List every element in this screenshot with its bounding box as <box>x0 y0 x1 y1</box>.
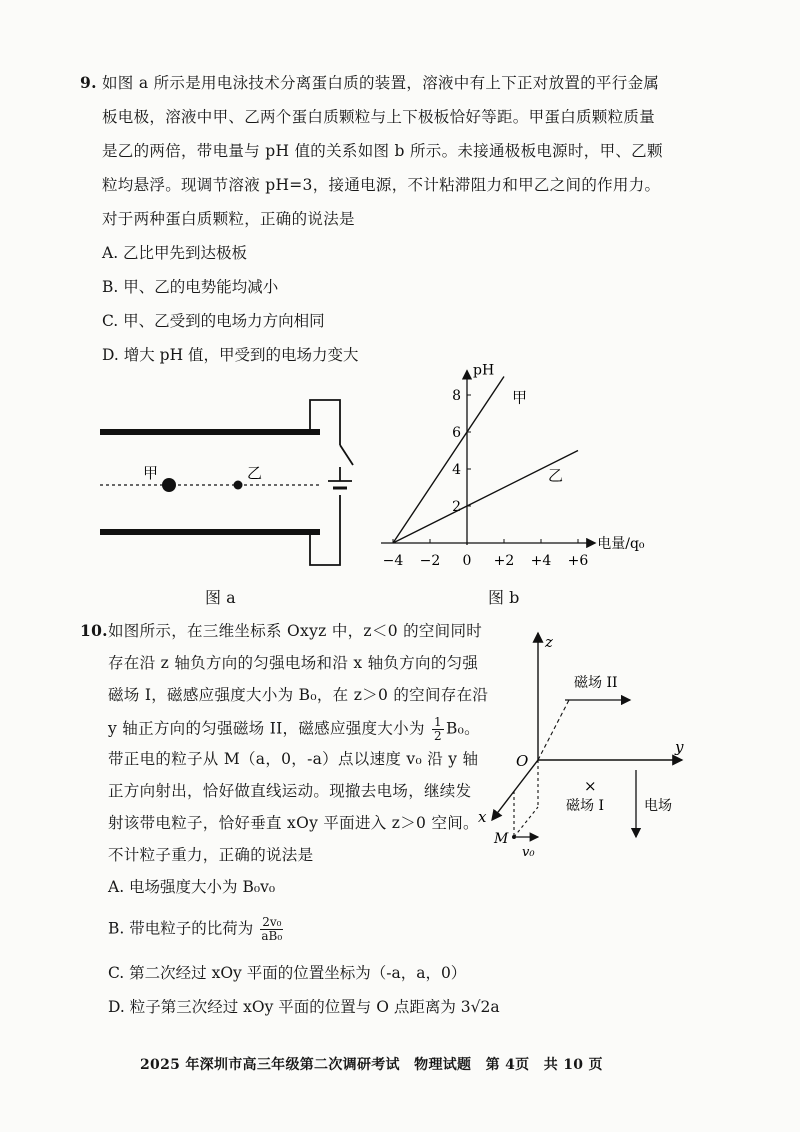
q10-line-7: 射该带电粒子，恰好垂直 xOy 平面进入 z＞0 空间。 <box>108 814 479 832</box>
page-footer: 2025 年深圳市高三年级第二次调研考试 物理试题 第 4页 共 10 页 <box>140 1057 603 1073</box>
v0-label: v₀ <box>522 845 535 860</box>
switch-blade <box>340 445 353 465</box>
y-tick-label: 8 <box>452 388 461 404</box>
series-line-yi <box>393 451 578 544</box>
q10-option-c: C. 第二次经过 xOy 平面的位置坐标为（-a，a，0） <box>108 964 467 982</box>
q10-number: 10. <box>80 621 108 640</box>
q9-number: 9. <box>80 73 97 92</box>
x-tick-label: +4 <box>530 553 552 569</box>
x-label: x <box>478 808 487 826</box>
q9-option-b: B. 甲、乙的电势能均减小 <box>102 278 279 296</box>
m-label: M <box>494 831 509 847</box>
q9-option-c: C. 甲、乙受到的电场力方向相同 <box>102 312 325 330</box>
q10-option-b: B. 带电粒子的比荷为 $\frac{\text{2v₀}}{\text{aB₀}}$ <box>108 915 283 943</box>
q9-option-a: A. 乙比甲先到达极板 <box>102 244 248 262</box>
origin-label: O <box>516 752 529 770</box>
label-yi: 乙 <box>247 464 263 482</box>
figure-b-caption: 图 b <box>488 588 520 607</box>
x-tick-label: −2 <box>419 553 441 569</box>
y-tick-label: 4 <box>452 462 461 478</box>
q9-option-d: D. 增大 pH 值，甲受到的电场力变大 <box>102 346 359 364</box>
figure-a <box>95 395 365 580</box>
particle-jia <box>162 478 176 492</box>
guide-dashed-3 <box>514 807 538 837</box>
x-axis-label: 电量/q₀ <box>597 536 645 552</box>
field-2-label: 磁场 II <box>574 675 618 691</box>
q9-line-5: 对于两种蛋白质颗粒，正确的说法是 <box>102 210 355 228</box>
q10-line-2: 存在沿 z 轴负方向的匀强电场和沿 x 轴负方向的匀强 <box>108 654 479 672</box>
x-tick-label: +6 <box>567 553 589 569</box>
q9-line-2: 板电极，溶液中甲、乙两个蛋白质颗粒与上下极板恰好等距。甲蛋白质颗粒质量 <box>102 108 656 126</box>
figure-q10 <box>470 625 700 870</box>
cross-mark: × <box>584 777 597 795</box>
q10-line-6: 正方向射出，恰好做直线运动。现撤去电场，继续发 <box>108 782 472 800</box>
figure-b-chart <box>365 355 700 585</box>
q9-line-3: 是乙的两倍，带电量与 pH 值的关系如图 b 所示。未接通极板电源时，甲、乙颗 <box>102 142 663 160</box>
q10-line-1: 如图所示，在三维坐标系 Oxyz 中，z＜0 的空间同时 <box>108 622 483 640</box>
charge-mass-fraction: $\frac{\text{2v₀}}{\text{aB₀}}$ <box>261 915 283 943</box>
x-tick-label: 0 <box>462 553 472 569</box>
y-tick-label: 2 <box>452 499 461 515</box>
x-tick-label: +2 <box>493 553 515 569</box>
x-tick-label: −4 <box>382 553 404 569</box>
q10-line-4 <box>108 716 480 743</box>
half-fraction-tail: B₀。 <box>445 719 480 738</box>
y-axis-label: pH <box>473 362 495 379</box>
series-line-jia <box>393 377 504 544</box>
q10-line-4-text: y 轴正方向的匀强磁场 II，磁感应强度大小为 <box>108 719 425 738</box>
figure-a-caption: 图 a <box>205 588 236 607</box>
q10-line-8: 不计粒子重力，正确的说法是 <box>108 846 314 864</box>
q10-option-d: D. 粒子第三次经过 xOy 平面的位置与 O 点距离为 3√2a <box>108 998 500 1016</box>
q9-line-4: 粒均悬浮。现调节溶液 pH=3，接通电源，不计粘滞阻力和甲乙之间的作用力。 <box>102 176 661 194</box>
q10-option-a: A. 电场强度大小为 B₀v₀ <box>108 878 276 896</box>
guide-dashed-1 <box>538 700 569 760</box>
label-jia: 甲 <box>143 464 159 482</box>
series-label-jia: 甲 <box>512 388 528 407</box>
half-fraction: $\frac{1}{2}$ <box>434 715 442 743</box>
y-tick-label: 6 <box>452 425 461 441</box>
particle-yi <box>234 481 243 490</box>
z-label: z <box>545 633 553 651</box>
q10-line-5: 带正电的粒子从 M（a，0，-a）点以速度 v₀ 沿 y 轴 <box>108 750 479 768</box>
y-label: y <box>675 738 684 756</box>
point-m <box>512 835 516 839</box>
field-1-label: 磁场 I <box>566 798 604 814</box>
q10-line-3: 磁场 I，磁感应强度大小为 B₀，在 z＞0 的空间存在沿 <box>108 686 489 704</box>
series-label-yi: 乙 <box>548 466 564 485</box>
upper-wire <box>310 400 340 445</box>
x-axis <box>492 760 538 820</box>
efield-label: 电场 <box>644 798 672 814</box>
q9-line-1: 如图 a 所示是用电泳技术分离蛋白质的装置，溶液中有上下正对放置的平行金属 <box>102 74 660 92</box>
